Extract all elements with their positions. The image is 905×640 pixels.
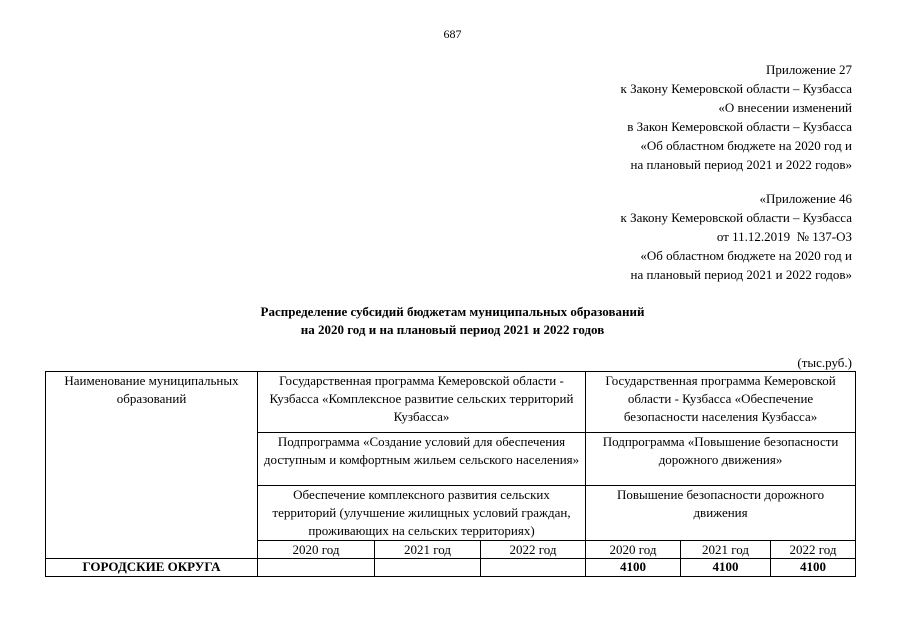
subsidy-table — [45, 371, 856, 577]
appendix-line: «О внесении изменений — [718, 100, 852, 115]
appendix-line: «Об областном бюджете на 2020 год и — [640, 248, 852, 263]
row-name-cell: ГОРОДСКИЕ ОКРУГА — [46, 559, 258, 577]
municipality-column-header: Наименование муниципальных образований — [46, 372, 258, 559]
value-cell: 4100 — [586, 559, 681, 577]
value-cell: 4100 — [771, 559, 856, 577]
appendix-line: «Об областном бюджете на 2020 год и — [640, 138, 852, 153]
appendix-line: «Приложение 46 — [759, 191, 852, 206]
units-label: (тыс.руб.) — [797, 355, 852, 370]
title-line: Распределение субсидий бюджетам муниципальных образований — [260, 304, 645, 319]
appendix-line: Приложение 27 — [765, 62, 852, 77]
table-row — [46, 559, 856, 577]
event-2-header: Повышение безопасности дорожного движения — [586, 486, 856, 541]
appendix-line: на плановый период 2021 и 2022 годов» — [630, 157, 852, 172]
appendix-line: к Закону Кемеровской области – Кузбасса — [620, 210, 852, 225]
year-header: 2020 год — [586, 541, 681, 559]
table-header-row — [46, 372, 856, 433]
value-cell — [375, 559, 481, 577]
year-header: 2022 год — [771, 541, 856, 559]
appendix-27-block — [621, 60, 853, 174]
appendix-46-block — [621, 189, 853, 284]
appendix-line: от 11.12.2019 № 137-ОЗ — [716, 229, 852, 244]
page-number: 687 — [443, 27, 462, 41]
subprogram-1-header: Подпрограмма «Создание условий для обеспечения доступным и комфортным жильем сельского населения» — [258, 433, 586, 486]
document-title — [0, 303, 905, 339]
program-2-header: Государственная программа Кемеровской области - Кузбасса «Обеспечение безопасности населения Кузбасса» — [586, 372, 856, 433]
value-cell — [481, 559, 586, 577]
appendix-line: в Закон Кемеровской области – Кузбасса — [627, 119, 852, 134]
value-cell — [258, 559, 375, 577]
title-line: на 2020 год и на плановый период 2021 и 2022 годов — [300, 322, 605, 337]
appendix-line: к Закону Кемеровской области – Кузбасса — [620, 81, 852, 96]
appendix-line: на плановый период 2021 и 2022 годов» — [630, 267, 852, 282]
subprogram-2-header: Подпрограмма «Повышение безопасности дорожного движения» — [586, 433, 856, 486]
event-1-header: Обеспечение комплексного развития сельских территорий (улучшение жилищных условий граждан, проживающих на сельских территориях) — [258, 486, 586, 541]
year-header: 2021 год — [681, 541, 771, 559]
program-1-header: Государственная программа Кемеровской области - Кузбасса «Комплексное развитие сельских территорий Кузбасса» — [258, 372, 586, 433]
year-header: 2021 год — [375, 541, 481, 559]
year-header: 2022 год — [481, 541, 586, 559]
value-cell: 4100 — [681, 559, 771, 577]
year-header: 2020 год — [258, 541, 375, 559]
